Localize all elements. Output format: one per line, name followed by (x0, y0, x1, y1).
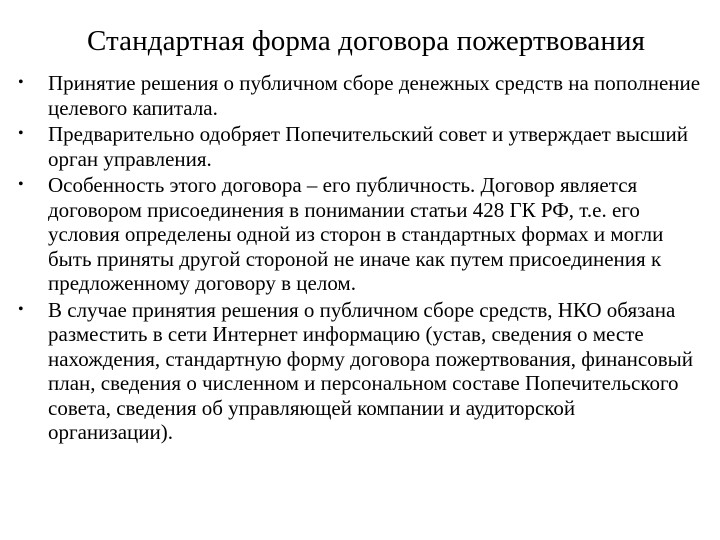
bullet-text: Особенность этого договора – его публичность. Договор является договором присоединения в понимании статьи 428 ГК РФ, т.е. его условия определены одной из сторон в стандартных формах и могли быть приняты другой стороной не иначе как путем присоединения к предложенному договору в целом. (48, 173, 664, 295)
bullet-icon: • (18, 176, 24, 193)
list-item (14, 122, 704, 171)
list-item (14, 173, 704, 296)
bullet-icon: • (18, 74, 24, 91)
bullet-text: Предварительно одобряет Попечительский совет и утверждает высший орган управления. (48, 122, 689, 171)
slide-title: Стандартная форма договора пожертвования (86, 25, 646, 57)
bullet-text: Принятие решения о публичном сборе денежных средств на пополнение целевого капитала. (48, 71, 701, 120)
bullet-text: В случае принятия решения о публичном сборе средств, НКО обязана разместить в сети Интернет информацию (устав, сведения о месте нахождения, стандартную форму договора пожертвования, финансовый план, сведения о численном и персональном составе Попечительского совета, сведения об управляющей компании и аудиторской организации). (48, 297, 693, 444)
list-item (14, 71, 704, 120)
bullet-icon: • (18, 300, 24, 318)
bullet-icon: • (18, 125, 24, 142)
bullet-list (14, 71, 704, 447)
list-item (14, 298, 704, 445)
